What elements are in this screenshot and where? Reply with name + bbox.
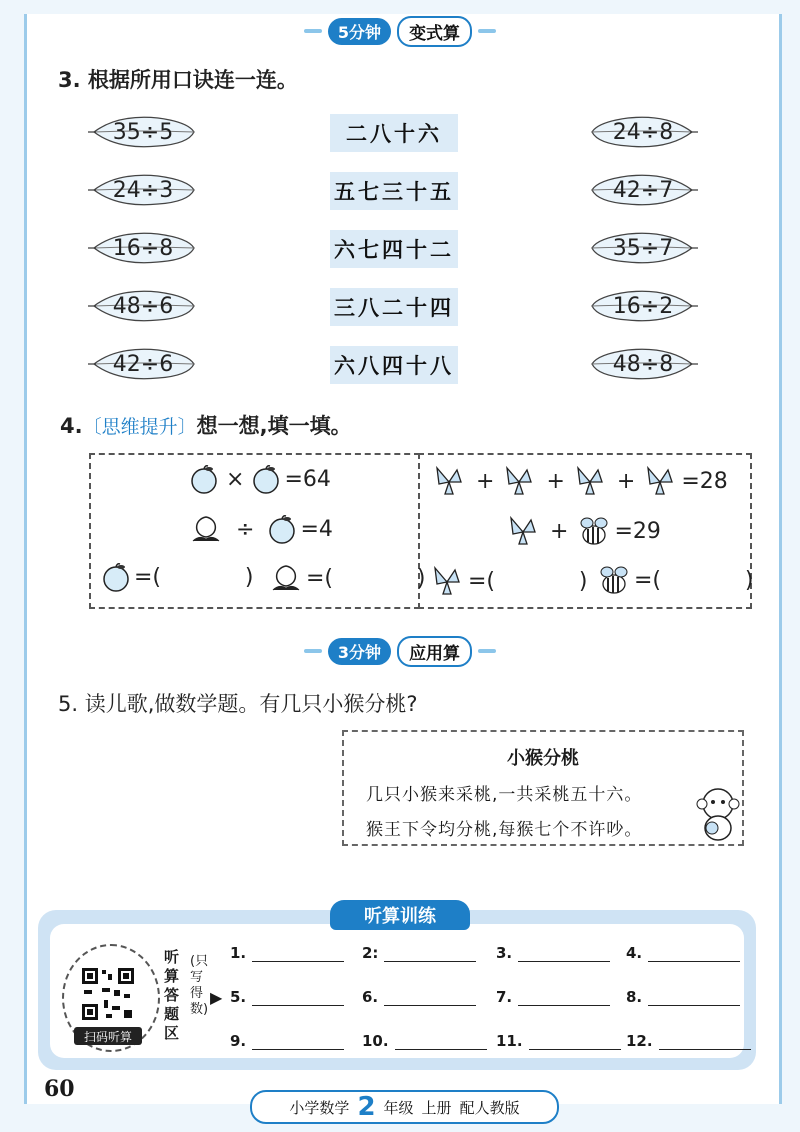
- answer-number: 8.: [626, 988, 643, 1006]
- minutes-text: 5分钟: [337, 22, 382, 42]
- butterfly-icon: [503, 464, 537, 498]
- apple-icon: [189, 464, 219, 494]
- section-label: 变式算: [397, 16, 472, 47]
- section-label: 应用算: [397, 636, 472, 667]
- answer-slot[interactable]: [496, 944, 610, 962]
- monkey-icon: [692, 784, 744, 844]
- answer-line[interactable]: [252, 945, 344, 962]
- equation-result: =29: [614, 518, 661, 544]
- expression-text: 24÷3: [112, 177, 174, 203]
- butterfly-icon: [507, 514, 541, 548]
- expression-text: 35÷7: [612, 235, 674, 261]
- answer-area-label: 听算答题区: [164, 948, 180, 1042]
- section-band-application: [300, 636, 500, 666]
- left-expression[interactable]: [88, 228, 198, 268]
- expression-text: 24÷8: [612, 119, 674, 145]
- answer-line[interactable]: [518, 989, 610, 1006]
- answer-slot[interactable]: [362, 1032, 487, 1050]
- expression-text: 35÷5: [112, 119, 174, 145]
- divide-sign: ÷: [236, 516, 255, 542]
- bee-icon: [577, 515, 611, 547]
- butterfly-answer: [428, 564, 588, 598]
- apple-equation: [186, 464, 331, 494]
- apple-icon: [251, 464, 281, 494]
- answer-slot[interactable]: [496, 988, 610, 1006]
- answer-line[interactable]: [395, 1033, 487, 1050]
- expression-text: 16÷8: [112, 235, 174, 261]
- answer-blank[interactable]: =( ): [468, 568, 588, 594]
- multiplication-chant[interactable]: 二八十六: [330, 114, 458, 152]
- answer-line[interactable]: [648, 989, 740, 1006]
- left-expression[interactable]: [88, 170, 198, 210]
- apple-answer: [98, 562, 254, 592]
- footer-book-info: [250, 1090, 559, 1124]
- peach-icon: [189, 513, 223, 545]
- answer-slot[interactable]: [362, 944, 476, 962]
- section-band-variant: [300, 16, 500, 46]
- multiplication-chant[interactable]: 三八二十四: [330, 288, 458, 326]
- answer-blank[interactable]: =( ): [306, 565, 426, 591]
- answer-line[interactable]: [659, 1033, 751, 1050]
- answer-slot[interactable]: [496, 1032, 621, 1050]
- expression-text: 48÷8: [612, 351, 674, 377]
- answer-number: 1.: [230, 944, 247, 962]
- butterfly-icon: [574, 464, 608, 498]
- expression-text: 48÷6: [112, 293, 174, 319]
- peach-equation: [186, 513, 333, 545]
- answer-slot[interactable]: [362, 988, 476, 1006]
- answer-number: 7.: [496, 988, 513, 1006]
- answer-number: 3.: [496, 944, 513, 962]
- minutes-badge: [328, 18, 391, 45]
- band-decoration: [478, 29, 496, 33]
- question-text: 想一想,填一填。: [196, 414, 352, 438]
- apple-icon: [101, 562, 131, 592]
- multiplication-chant[interactable]: 六七四十二: [330, 230, 458, 268]
- answer-number: 9.: [230, 1032, 247, 1050]
- answer-number: 11.: [496, 1032, 523, 1050]
- multiplication-chant[interactable]: 六八四十八: [330, 346, 458, 384]
- butterfly-equation: [430, 464, 728, 498]
- answer-slot[interactable]: [626, 944, 740, 962]
- answer-number: 6.: [362, 988, 379, 1006]
- plus-sign: +: [550, 518, 569, 544]
- bee-answer: [594, 564, 754, 596]
- qr-caption: 扫码听算: [74, 1027, 142, 1045]
- answer-line[interactable]: [252, 989, 344, 1006]
- poem-line: 猴王下令均分桃,每猴七个不许吵。: [366, 820, 643, 840]
- equation-result: =28: [681, 468, 728, 494]
- grade-number: 2: [357, 1092, 376, 1122]
- poem-line: 几只小猴来采桃,一共采桃五十六。: [366, 785, 643, 805]
- expression-text: 16÷2: [612, 293, 674, 319]
- answer-slot[interactable]: [230, 944, 344, 962]
- bee-icon: [597, 564, 631, 596]
- expression-text: 42÷7: [612, 177, 674, 203]
- listening-title: 听算训练: [330, 900, 470, 930]
- page-number: 60: [44, 1076, 75, 1102]
- arrow-icon: ▶: [210, 988, 223, 1007]
- plus-sign: +: [476, 468, 495, 494]
- answer-number: 5.: [230, 988, 247, 1006]
- right-expression[interactable]: [588, 170, 698, 210]
- band-decoration: [304, 649, 322, 653]
- peach-answer: [266, 562, 426, 594]
- right-expression[interactable]: [588, 286, 698, 326]
- expression-text: 42÷6: [112, 351, 174, 377]
- band-decoration: [304, 29, 322, 33]
- question-4-title: [60, 410, 352, 440]
- left-expression[interactable]: [88, 344, 198, 384]
- answer-line[interactable]: [648, 945, 740, 962]
- left-expression[interactable]: [88, 112, 198, 152]
- answer-number: 2:: [362, 944, 379, 962]
- answer-line[interactable]: [384, 945, 476, 962]
- answer-blank[interactable]: =( ): [134, 564, 254, 590]
- poem-title: 小猴分桃: [507, 748, 579, 769]
- answer-line[interactable]: [384, 989, 476, 1006]
- qr-code-icon[interactable]: [80, 966, 136, 1022]
- answer-slot[interactable]: [626, 1032, 751, 1050]
- plus-sign: +: [616, 468, 636, 494]
- answer-slot[interactable]: [230, 1032, 344, 1050]
- question-number: 4.: [60, 414, 83, 438]
- answer-line[interactable]: [252, 1033, 344, 1050]
- butterfly-icon: [431, 564, 465, 598]
- minutes-text: 3分钟: [337, 642, 382, 662]
- grade-text: 年级: [383, 1098, 414, 1117]
- answer-number: 4.: [626, 944, 643, 962]
- answer-number: 10.: [362, 1032, 389, 1050]
- butterfly-icon: [644, 464, 678, 498]
- multiplication-chant[interactable]: 五七三十五: [330, 172, 458, 210]
- right-expression[interactable]: [588, 228, 698, 268]
- multiply-sign: ×: [226, 466, 245, 492]
- left-expression[interactable]: [88, 286, 198, 326]
- subject: 小学数学: [289, 1098, 350, 1117]
- bee-equation: [504, 514, 661, 548]
- question-3-title: 3. 根据所用口诀连一连。: [58, 68, 298, 92]
- volume: 上册: [421, 1098, 452, 1117]
- answer-line[interactable]: [518, 945, 610, 962]
- answer-slot[interactable]: [230, 988, 344, 1006]
- band-decoration: [478, 649, 496, 653]
- right-expression[interactable]: [588, 344, 698, 384]
- peach-icon: [269, 562, 303, 594]
- answer-number: 12.: [626, 1032, 653, 1050]
- answer-blank[interactable]: =( ): [634, 567, 754, 593]
- right-expression[interactable]: [588, 112, 698, 152]
- answer-slot[interactable]: [626, 988, 740, 1006]
- equation-result: =64: [284, 466, 331, 492]
- poem-box: [342, 730, 744, 846]
- question-5-title: 5. 读儿歌,做数学题。有几只小猴分桃?: [58, 692, 418, 716]
- minutes-badge: [328, 638, 391, 665]
- equation-result: =4: [300, 516, 333, 542]
- edition: 配人教版: [459, 1098, 520, 1117]
- apple-icon: [267, 514, 297, 544]
- answer-area-note: (只写得数): [190, 954, 209, 1017]
- answer-line[interactable]: [529, 1033, 621, 1050]
- butterfly-icon: [433, 464, 467, 498]
- plus-sign: +: [546, 468, 565, 494]
- thinking-tag: 〔思维提升〕: [82, 416, 197, 438]
